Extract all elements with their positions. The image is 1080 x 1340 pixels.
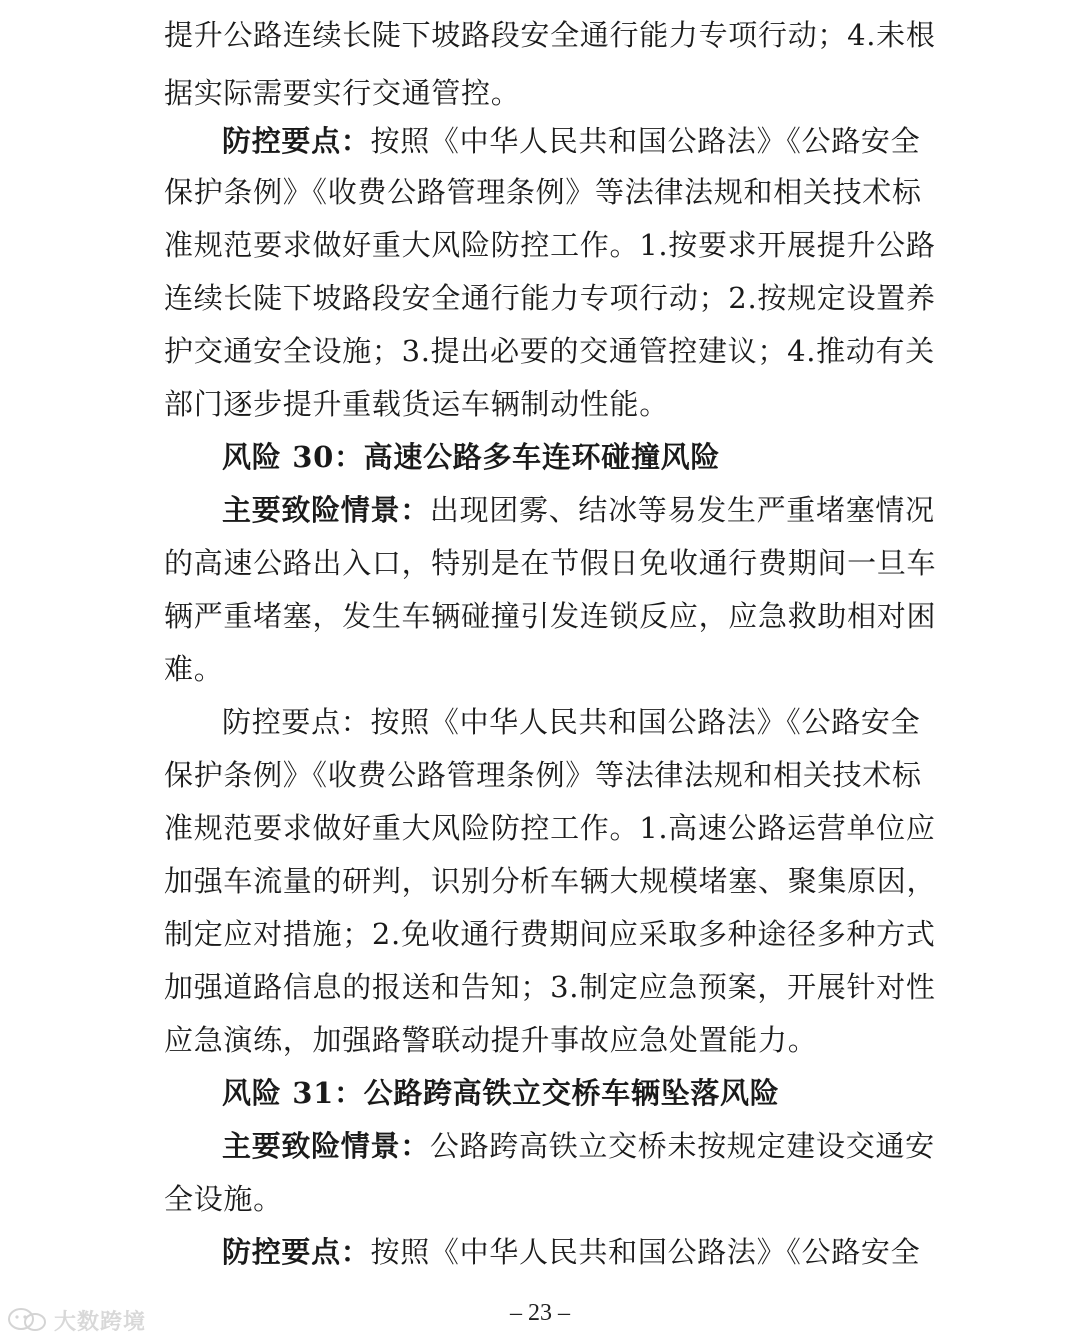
text-line: 据实际需要实行交通管控。 [164,76,521,110]
text-line: 的高速公路出入口，特别是在节假日免收通行费期间一旦车 [164,546,937,580]
wechat-logo-icon [6,1307,50,1333]
risk-heading: 风险 31：公路跨高铁立交桥车辆坠落风险 [222,1076,780,1110]
text-line: 提升公路连续长陡下坡路段安全通行能力专项行动；4.未根 [164,18,936,52]
paragraph-heading: 防控要点：按照《中华人民共和国公路法》《公路安全 [222,124,921,158]
page-number: – 23 – [510,1300,570,1326]
risk-heading: 风险 30：高速公路多车连环碰撞风险 [222,440,721,474]
text-line: 应急演练，加强路警联动提升事故应急处置能力。 [164,1023,818,1057]
text-line: 制定应对措施；2.免收通行费期间应采取多种途径多种方式 [164,917,936,951]
text-line: 部门逐步提升重载货运车辆制动性能。 [164,387,669,421]
text-line: 全设施。 [164,1182,283,1216]
paragraph-heading: 防控要点：按照《中华人民共和国公路法》《公路安全 [222,1235,921,1269]
text-line: 护交通安全设施；3.提出必要的交通管控建议；4.推动有关 [164,334,935,368]
paragraph-heading: 主要致险情景：公路跨高铁立交桥未按规定建设交通安 [222,1129,935,1163]
text-line: 保护条例》《收费公路管理条例》等法律法规和相关技术标 [164,758,922,792]
text-line: 加强道路信息的报送和告知；3.制定应急预案，开展针对性 [164,970,936,1004]
text-line: 辆严重堵塞，发生车辆碰撞引发连锁反应，应急救助相对困 [164,599,937,633]
paragraph-heading: 防控要点：按照《中华人民共和国公路法》《公路安全 [222,705,921,739]
text-line: 准规范要求做好重大风险防控工作。1.按要求开展提升公路 [164,228,936,262]
text-line: 加强车流量的研判，识别分析车辆大规模堵塞、聚集原因， [164,864,937,898]
watermark-text: 大数跨境 [54,1309,147,1335]
text-line: 准规范要求做好重大风险防控工作。1.高速公路运营单位应 [164,811,936,845]
text-line: 保护条例》《收费公路管理条例》等法律法规和相关技术标 [164,175,922,209]
watermark [6,1304,146,1336]
text-line: 难。 [164,652,224,686]
text-line: 连续长陡下坡路段安全通行能力专项行动；2.按规定设置养 [164,281,936,315]
paragraph-heading: 主要致险情景：出现团雾、结冰等易发生严重堵塞情况 [222,493,935,527]
